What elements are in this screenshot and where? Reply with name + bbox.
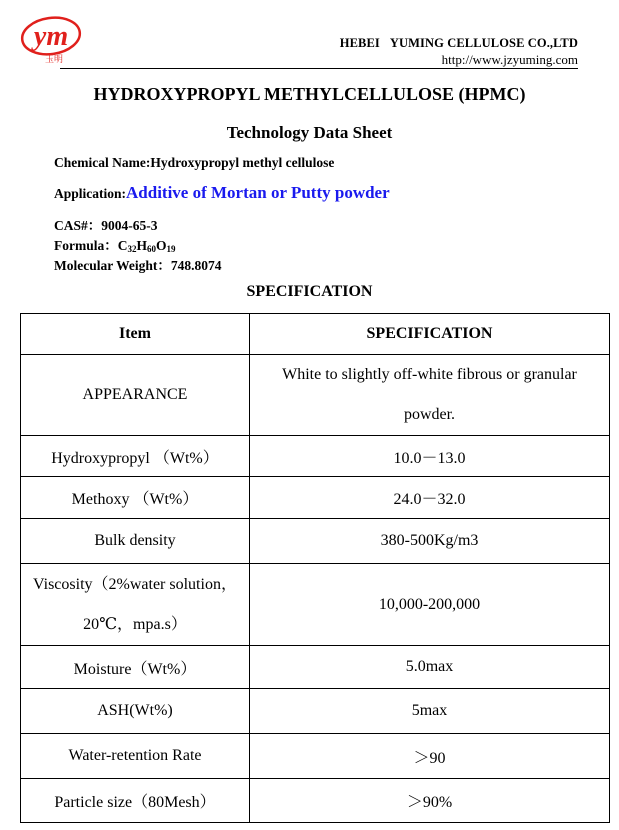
table-row [21, 734, 610, 779]
formula-value: $C_{32}H_{60}O_{19}$ [117, 238, 176, 254]
table-row [21, 436, 610, 477]
company-name-part1: HEBEI [339, 36, 380, 50]
table-header-row [21, 314, 610, 355]
application-line [54, 183, 390, 203]
molecular-weight-line [54, 254, 222, 274]
table-cell-item: ASH(Wt%) [21, 689, 250, 734]
table-cell-item: Particle size（80Mesh） [21, 779, 250, 823]
chemical-name-label: Chemical Name: [54, 155, 151, 170]
logo-subtext: 玉明 [44, 55, 64, 64]
logo-text: ym [33, 21, 69, 52]
application-value: Additive of Mortan or Putty powder [126, 183, 390, 202]
table-cell-spec: 380-500Kg/m3 [250, 519, 610, 564]
specification-table [20, 313, 610, 823]
table-cell-spec: 24.0－32.0 [250, 477, 610, 519]
cas-label: CAS#： [54, 218, 102, 233]
column-header-item: Item [21, 314, 250, 355]
table-row [21, 779, 610, 823]
document-subtitle: Technology Data Sheet [226, 123, 393, 142]
table-row [21, 564, 610, 646]
table-cell-item: Methoxy （Wt%） [21, 477, 250, 519]
company-url[interactable]: http://www.jzyuming.com [441, 52, 578, 67]
table-cell-item: Hydroxypropyl （Wt%） [21, 436, 250, 477]
formula-label: Formula： [54, 238, 118, 253]
table-cell-spec: 10.0－13.0 [250, 436, 610, 477]
table-cell-spec: ＞90 [250, 734, 610, 779]
table-cell-item: Moisture（Wt%） [21, 646, 250, 689]
company-logo [18, 14, 88, 64]
company-name-part2: YUMING CELLULOSE CO.,LTD [389, 36, 578, 50]
table-cell-spec: White to slightly off-white fibrous or granular powder. [250, 355, 610, 436]
chemical-name-value: Hydroxypropyl methyl cellulose [150, 155, 335, 170]
table-row [21, 519, 610, 564]
table-cell-spec: 10,000-200,000 [250, 564, 610, 646]
column-header-specification: SPECIFICATION [250, 314, 610, 355]
table-row [21, 355, 610, 436]
table-row [21, 477, 610, 519]
table-cell-item: Water-retention Rate [21, 734, 250, 779]
formula-line [54, 234, 176, 254]
table-cell-spec: ＞90% [250, 779, 610, 823]
molecular-weight-value: 748.8074 [170, 258, 222, 273]
chemical-name-line [54, 155, 334, 171]
table-cell-item: Bulk density [21, 519, 250, 564]
table-cell-item: Viscosity（2%water solution，20℃，mpa.s） [21, 564, 250, 646]
table-row [21, 646, 610, 689]
header-divider [60, 68, 578, 69]
molecular-weight-label: Molecular Weight： [54, 258, 171, 273]
table-cell-item: APPEARANCE [21, 355, 250, 436]
specification-heading: SPECIFICATION [246, 283, 373, 300]
cas-line [54, 214, 158, 234]
company-name [340, 36, 578, 51]
document-title: HYDROXYPROPYL METHYLCELLULOSE (HPMC) [93, 84, 526, 104]
table-cell-spec: 5max [250, 689, 610, 734]
application-label: Application: [54, 186, 127, 201]
cas-value: 9004-65-3 [101, 218, 158, 233]
table-row [21, 689, 610, 734]
table-cell-spec: 5.0max [250, 646, 610, 689]
